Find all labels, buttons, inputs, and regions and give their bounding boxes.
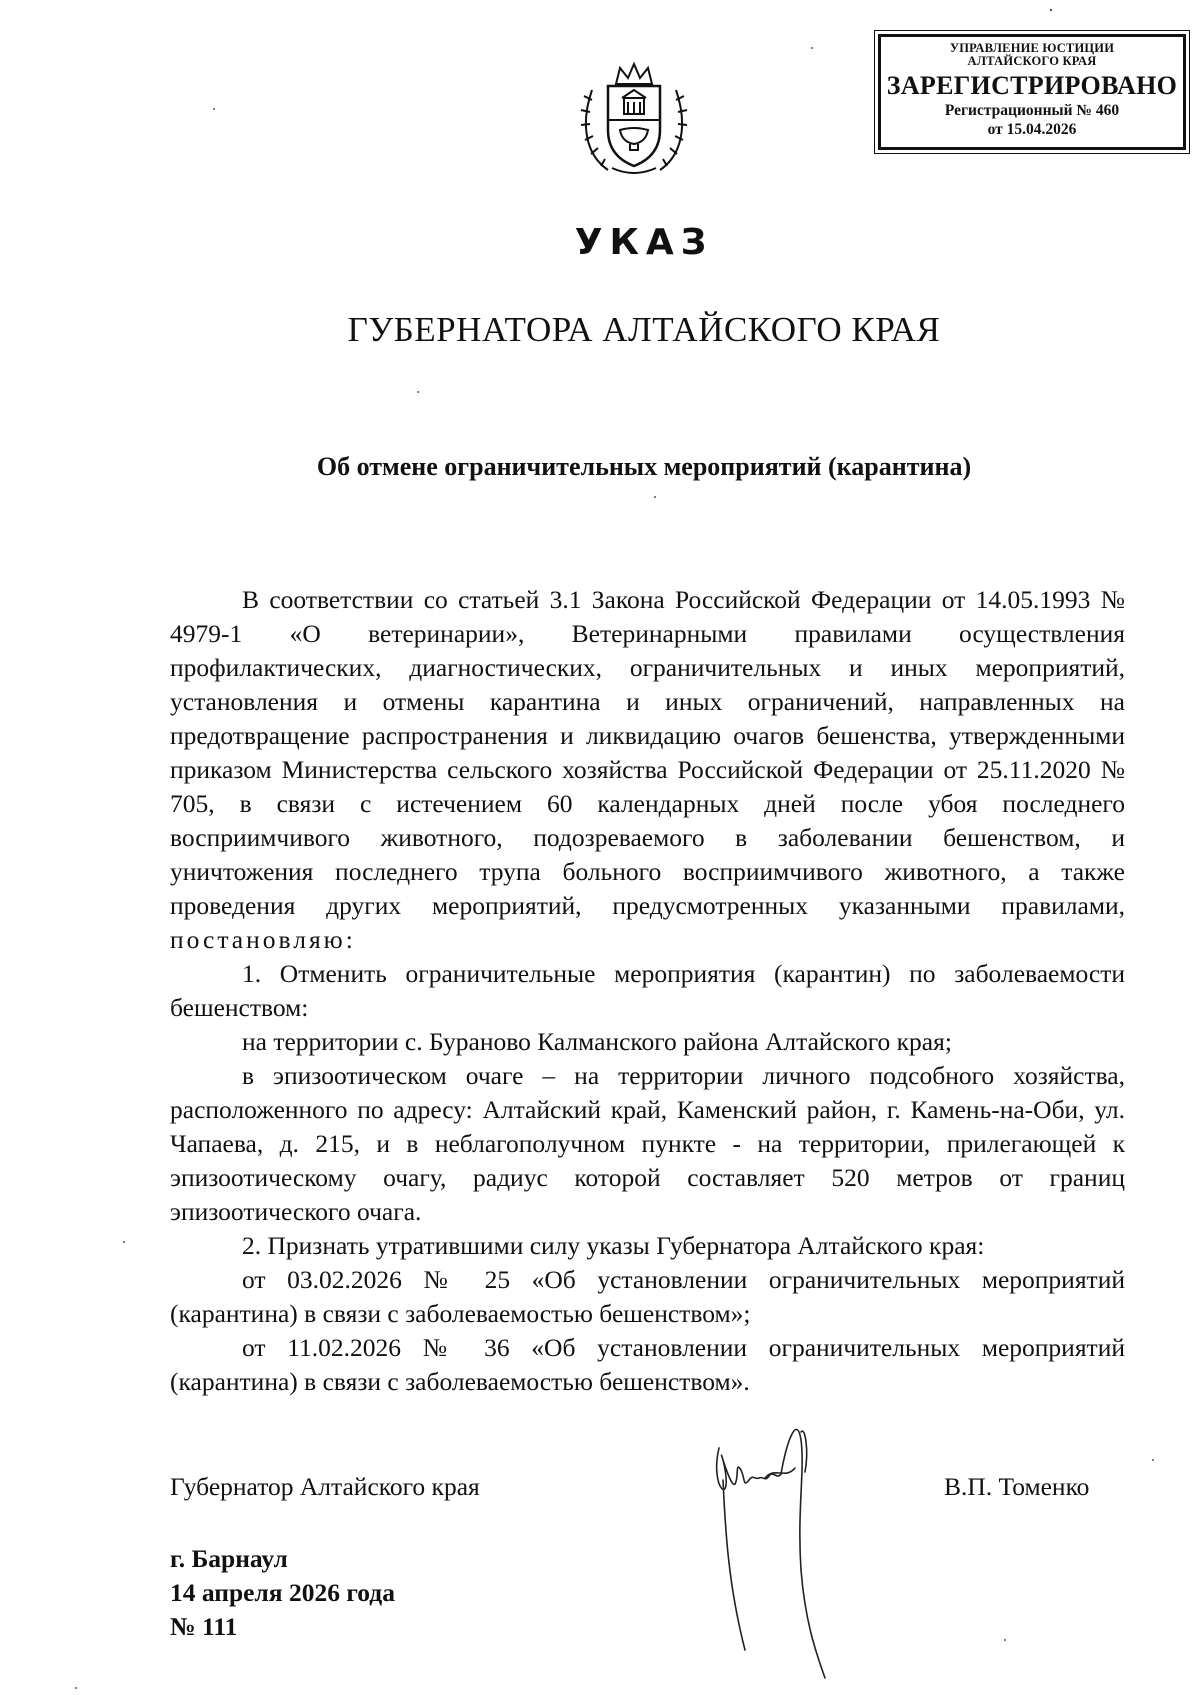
preamble-paragraph <box>170 583 1125 957</box>
item-2: 2. Признать утратившими силу указы Губернатора Алтайского края: <box>242 1231 985 1260</box>
issue-city: г. Барнаул <box>170 1544 288 1573</box>
issuer-heading: ГУБЕРНАТОРА АЛТАЙСКОГО КРАЯ <box>347 310 941 349</box>
coat-of-arms-emblem <box>578 60 690 178</box>
document-type: УКАЗ <box>574 222 714 263</box>
decree-title: Об отмене ограничительных мероприятий (карантина) <box>316 452 972 481</box>
stamp-org-line1: УПРАВЛЕНИЕ ЮСТИЦИИ <box>949 41 1115 55</box>
item-1: 1. Отменить ограничительные мероприятия (карантин) по заболеваемости бешенством: <box>170 959 1125 1022</box>
item-1-a: на территории с. Бураново Калманского района Алтайского края; <box>242 1027 952 1056</box>
item-2-b: от 11.02.2026 № 36 «Об установлении ограничительных мероприятий (карантина) в связи с заболеваемостью бешенством». <box>170 1333 1125 1396</box>
issue-number: № 111 <box>170 1612 238 1641</box>
signatory-position: Губернатор Алтайского края <box>170 1472 480 1501</box>
stamp-reg-date: от 15.04.2026 <box>987 121 1077 138</box>
stamp-org-line2: АЛТАЙСКОГО КРАЯ <box>967 54 1097 68</box>
preamble-text: В соответствии со статьей 3.1 Закона Российской Федерации от 14.05.1993 № 4979-1 «О ветеринарии», Ветеринарными правилами осуществления профилактических, диагностических, ограничительных и иных мероприятий, установления и отмены карантина и иных ограничений, направленных на предотвращение распространения и ликвидацию очагов бешенства, утвержденными приказом Министерства сельского хозяйства Российской Федерации от 25.11.2020 № 705, в связи с истечением 60 календарных дней после убоя последнего восприимчивого животного, подозреваемого в заболевании бешенством, и уничтожения последнего трупа больного восприимчивого животного, а также проведения других мероприятий, предусмотренных указанными правилами, <box>170 585 1125 920</box>
stamp-reg-number: Регистрационный № 460 <box>944 102 1120 119</box>
stamp-status: ЗАРЕГИСТРИРОВАНО <box>886 71 1178 100</box>
registration-stamp <box>878 34 1186 150</box>
issue-date: 14 апреля 2026 года <box>170 1578 395 1607</box>
issue-details <box>170 1542 395 1644</box>
item-2-a: от 03.02.2026 № 25 «Об установлении ограничительных мероприятий (карантина) в связи с заболеваемостью бешенством»; <box>170 1265 1125 1328</box>
signatory-name: В.П. Томенко <box>944 1472 1090 1501</box>
item-1-b: в эпизоотическом очаге – на территории личного подсобного хозяйства, расположенного по адресу: Алтайский край, Каменский район, г. Камень-на-Оби, ул. Чапаева, д. 215, и в неблагополучном пункте - на территории, прилегающей к эпизоотическому очагу, радиус которой составляет 520 метров от границ эпизоотического очага. <box>170 1061 1125 1226</box>
handwritten-signature <box>705 1420 885 1680</box>
decree-body <box>170 583 1125 1399</box>
decree-word: постановляю: <box>170 925 356 954</box>
